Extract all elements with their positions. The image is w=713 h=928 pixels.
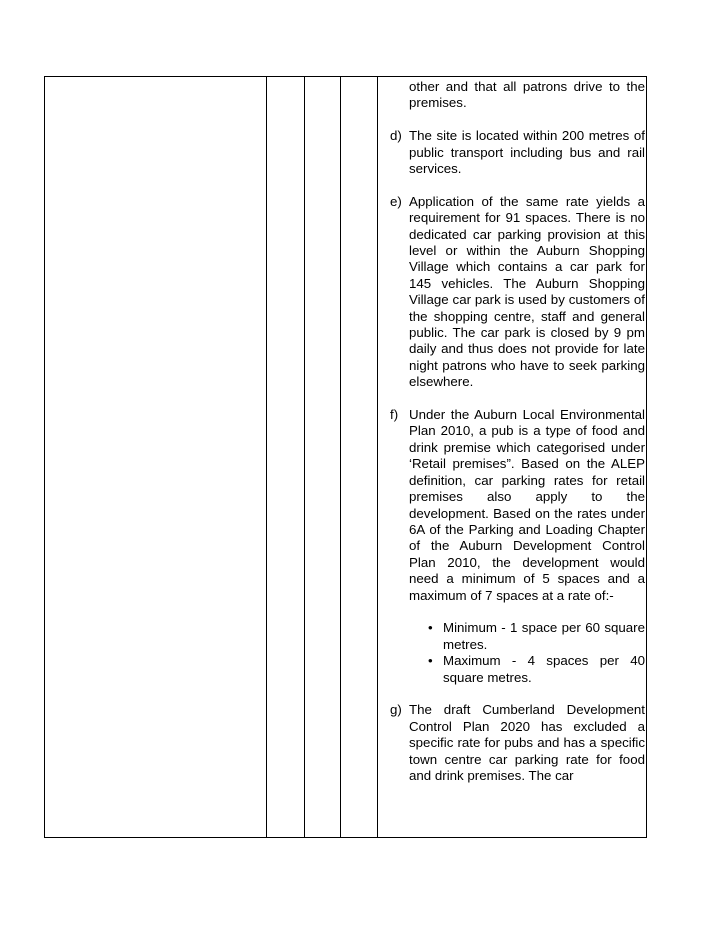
bullet-item: [426, 653, 645, 686]
list-item-e: [385, 194, 645, 391]
assessment-table: [44, 76, 647, 838]
column-divider: [304, 77, 305, 837]
bullet-icon: •: [428, 620, 433, 636]
item-text: Application of the same rate yields a requirement for 91 spaces. There is no dedicated car parking provision at this level or within the Auburn Shopping Village which contains a car park for 145 vehicles. The Auburn Shopping Village car park is used by customers of the shopping centre, staff and general public. The car park is closed by 9 pm daily and thus does not provide for late night patrons who have to seek parking elsewhere.: [409, 193, 645, 390]
comments-cell: [385, 79, 645, 784]
continued-paragraph: other and that all patrons drive to the premises.: [409, 79, 645, 111]
list-item-g: [385, 702, 645, 784]
bullet-icon: •: [428, 653, 433, 669]
bullet-text: Minimum - 1 space per 60 square metres.: [443, 620, 645, 652]
list-item-f: [385, 407, 645, 686]
item-text: Under the Auburn Local Environmental Plan 2010, a pub is a type of food and drink premise which categorised under ‘Retail premises”. Based on the ALEP definition, car parking rates for retail premises also apply to the development. Based on the rates under 6A of the Parking and Loading Chapter of the Auburn Development Control Plan 2010, the development would need a minimum of 5 spaces and a maximum of 7 spaces at a rate of:-: [409, 407, 645, 603]
bullet-list: [409, 620, 645, 686]
column-divider: [266, 77, 267, 837]
column-divider: [340, 77, 341, 837]
item-label: g): [390, 702, 402, 718]
item-label: d): [390, 128, 402, 144]
list-item-d: [385, 128, 645, 177]
item-label: e): [390, 193, 402, 209]
item-label: f): [390, 407, 399, 423]
item-text: The draft Cumberland Development Control Plan 2020 has excluded a specific rate for pubs and has a specific town centre car parking rate for food and drink premises. The car: [409, 702, 645, 783]
column-divider: [377, 77, 378, 837]
bullet-item: [426, 620, 645, 653]
bullet-text: Maximum - 4 spaces per 40 square metres.: [443, 653, 645, 685]
item-text: The site is located within 200 metres of public transport including bus and rail services.: [409, 128, 645, 177]
